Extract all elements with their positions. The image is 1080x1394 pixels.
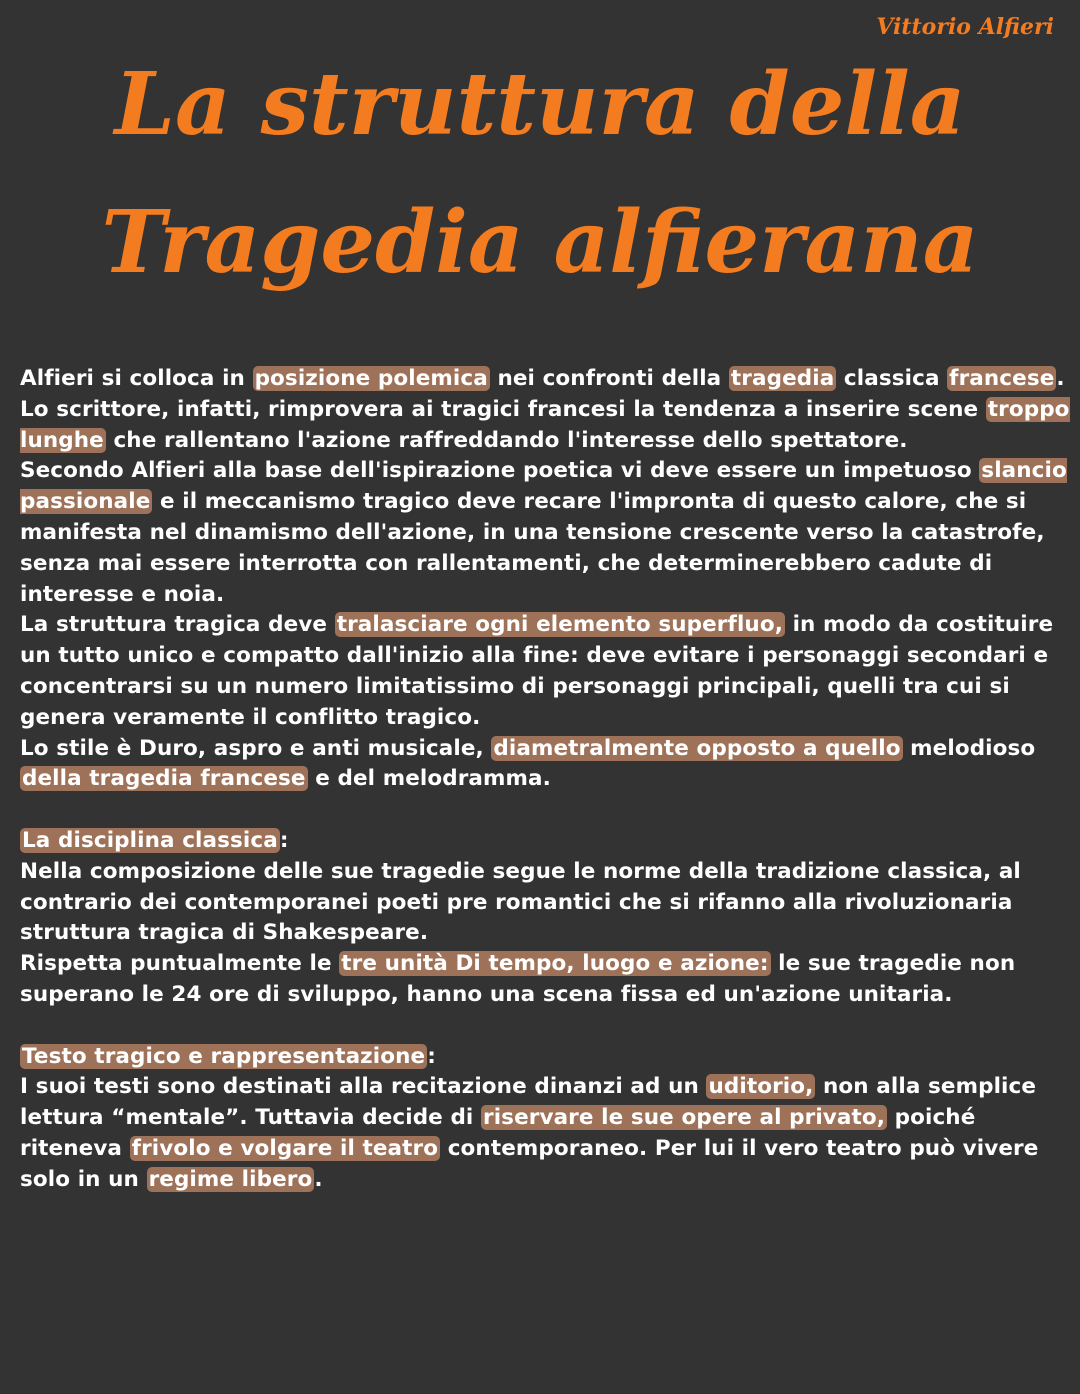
highlight: tralasciare ogni elemento superfluo,	[336, 612, 783, 638]
spacer	[20, 795, 1070, 826]
text: e del melodramma.	[307, 766, 551, 792]
text: Lo scrittore, infatti, rimprovera ai tragici francesi la tendenza a inserire scene	[20, 396, 986, 422]
intro-paragraph-3	[20, 456, 1070, 610]
highlight: della tragedia francese	[22, 766, 306, 792]
text: non alla semplice lettura “mentale”. Tuttavia decide di	[20, 1074, 1037, 1131]
page-title-line-2: Tragedia alfierana	[101, 192, 979, 293]
highlight: La disciplina classica	[22, 827, 278, 853]
text: le sue tragedie non superano le 24 ore di sviluppo, hanno una scena fissa ed un'azione unitaria.	[20, 951, 1016, 1007]
text: nei confronti della	[489, 366, 729, 391]
highlight: posizione polemica	[254, 366, 488, 391]
disciplina-paragraph-1: Nella composizione delle sue tragedie segue le norme della tradizione classica, al contrario dei contemporanei poeti pre romantici che si rifanno alla rivoluzionaria struttura tragica di Shakespeare.	[20, 858, 1021, 946]
text: poiché riteneva	[20, 1105, 976, 1161]
section-heading-disciplina	[20, 826, 1070, 857]
intro-paragraph-4	[20, 610, 1070, 733]
text: in modo da costituire un tutto unico e compatto dall'inizio alla fine: deve evitare i personaggi secondari e concentrarsi su un numero limitatissimo di personaggi principali, quelli tra cui si genera veramente il conflitto tragico.	[20, 612, 1054, 730]
text: melodioso	[902, 735, 1036, 761]
highlight: riservare le sue opere al privato,	[483, 1105, 886, 1131]
highlight: Testo tragico e rappresentazione	[22, 1043, 426, 1069]
highlight: diametralmente opposto a quello	[493, 735, 901, 761]
highlight: regime libero	[148, 1166, 313, 1192]
text: :	[279, 827, 289, 853]
highlight: francese	[949, 366, 1055, 391]
highlight: troppo lunghe	[20, 396, 1070, 453]
text: :	[427, 1043, 436, 1069]
highlight: tragedia	[730, 366, 835, 391]
text: Alfieri si colloca in	[20, 366, 253, 391]
text: .	[1056, 366, 1065, 391]
text: Secondo Alfieri alla base dell'ispirazione poetica vi deve essere un impetuoso	[20, 458, 980, 484]
text: contemporaneo. Per lui il vero teatro può vivere solo in un	[20, 1135, 1039, 1192]
text: che rallentano l'azione raffreddando l'interesse dello spettatore.	[105, 427, 908, 453]
intro-paragraph-5	[20, 734, 1070, 796]
author-signature: Vittorio Alfieri	[876, 14, 1054, 40]
highlight: slancio passionale	[20, 458, 1067, 515]
text: La struttura tragica deve	[20, 612, 335, 638]
text: I suoi testi sono destinati alla recitazione dinanzi ad un	[20, 1074, 707, 1100]
text: e il meccanismo tragico deve recare l'impronta di questo calore, che si manifesta nel dinamismo dell'azione, in una tensione crescente verso la catastrofe, senza mai essere interrotta con rallentamenti, che determinerebbero cadute di interesse e noia.	[20, 489, 1045, 607]
highlight: uditorio,	[708, 1074, 814, 1100]
text: Lo stile è Duro, aspro e anti musicale,	[20, 735, 492, 761]
text: Rispetta puntualmente le	[20, 951, 340, 977]
section-heading-testo	[20, 1042, 1070, 1073]
highlight: frivolo e volgare il teatro	[131, 1135, 439, 1161]
testo-paragraph-1	[20, 1072, 1070, 1195]
intro-paragraph-1	[20, 364, 1070, 395]
highlight: tre unità Di tempo, luogo e azione:	[341, 951, 769, 977]
intro-paragraph-2	[20, 395, 1070, 457]
text: classica	[836, 366, 948, 391]
page-title-line-1: La struttura della	[114, 54, 966, 155]
disciplina-paragraph-2	[20, 949, 1070, 1011]
spacer	[20, 1011, 1070, 1042]
text: .	[314, 1166, 323, 1192]
document-body	[20, 364, 1070, 1196]
